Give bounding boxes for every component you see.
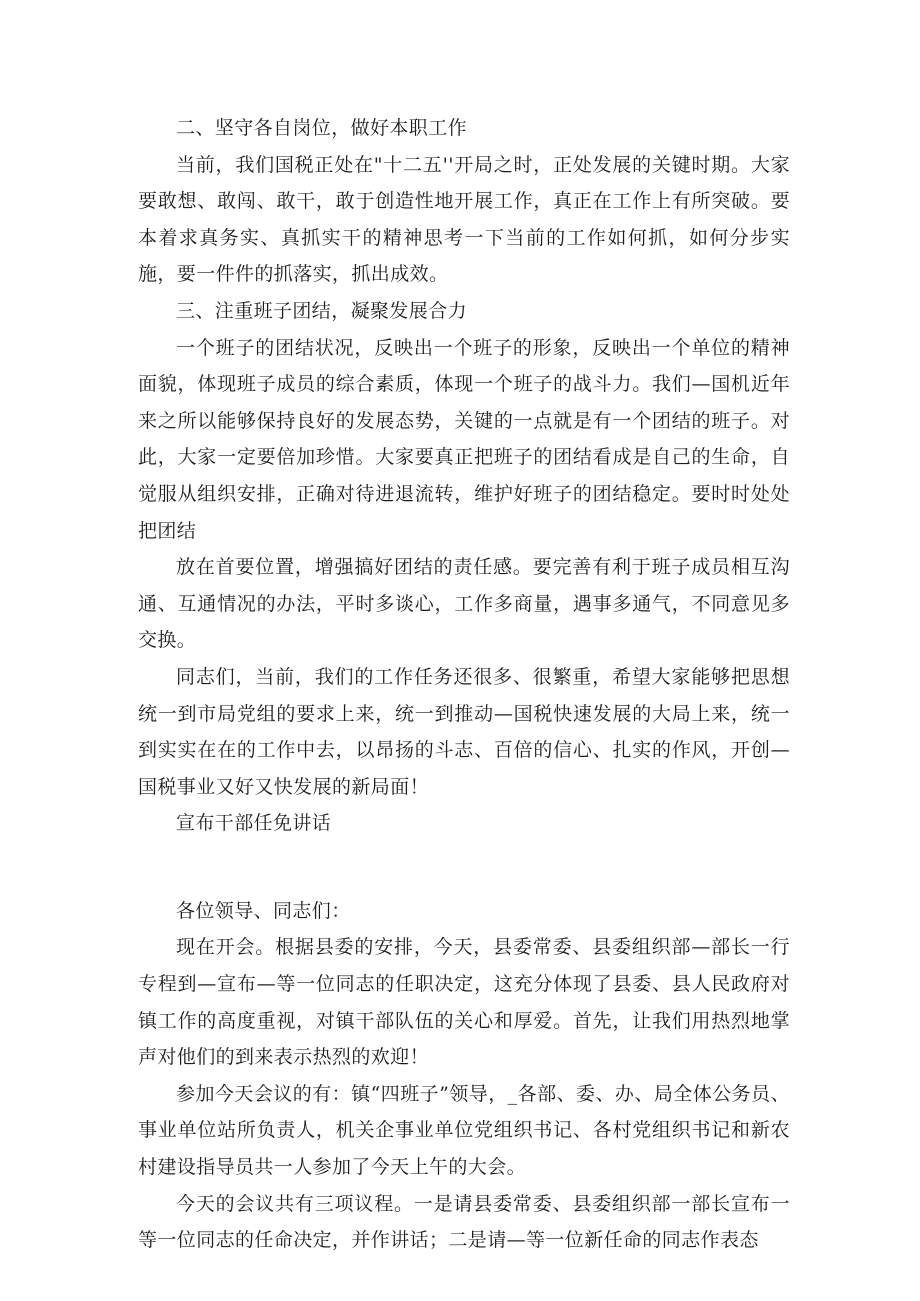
paragraph: 当前，我们国税正处在"十二五''开局之时，正处发展的关键时期。大家要敢想、敢闯、敢干，敢于创造性地开展工作，真正在工作上有所突破。要本着求真务实、真抓实干的精神思考一下当前的工作如何抓，如何分步实施，要一件件的抓落实，抓出成效。 — [138, 153, 790, 286]
paragraph: 参加今天会议的有：镇“四班子”领导，_各部、委、办、局全体公务员、事业单位站所负责人，机关企事业单位党组织书记、各村党组织书记和新农村建设指导员共一人参加了今天上午的大会。 — [138, 1082, 790, 1179]
speech-title: 宣布干部任免讲话 — [176, 812, 332, 835]
section-heading-3: 三、注重班子团结，凝聚发展合力 — [176, 299, 468, 322]
section-heading-2: 二、坚守各自岗位，做好本职工作 — [176, 117, 468, 139]
paragraph: 放在首要位置，增强搞好团结的责任感。要完善有利于班子成员相互沟通、互通情况的办法，平时多谈心，工作多商量，遇事多通气，不同意见多交换。 — [138, 556, 790, 652]
paragraph: 一个班子的团结状况，反映出一个班子的形象，反映出一个单位的精神面貌，体现班子成员的综合素质，体现一个班子的战斗力。我们—国机近年来之所以能够保持良好的发展态势，关键的一点就是有一个团结的班子。对此，大家一定要倍加珍惜。大家要真正把班子的团结看成是自己的生命，自觉服从组织安排，正确对待进退流转，维护好班子的团结稳定。要时时处处把团结 — [138, 336, 790, 542]
blank-gap — [138, 842, 790, 893]
paragraph: 现在开会。根据县委的安排，今天，县委常委、县委组织部—部长一行专程到—宣布—等一位同志的任职决定，这充分体现了县委、县人民政府对镇工作的高度重视，对镇干部队伍的关心和厚爱。首先，让我们用热烈地掌声对他们的到来表示热烈的欢迎！ — [138, 936, 790, 1069]
document-body — [138, 110, 790, 1259]
salutation: 各位领导、同志们： — [176, 899, 351, 922]
paragraph: 今天的会议共有三项议程。一是请县委常委、县委组织部一部长宣布一等一位同志的任命决定，并作讲话；二是请—等一位新任命的同志作表态 — [138, 1192, 790, 1252]
paragraph: 同志们，当前，我们的工作任务还很多、很繁重，希望大家能够把思想统一到市局党组的要求上来，统一到推动—国税快速发展的大局上来，统一到实实在在的工作中去，以昂扬的斗志、百倍的信心、扎实的作风，开创—国税事业又好又快发展的新局面！ — [138, 665, 790, 798]
